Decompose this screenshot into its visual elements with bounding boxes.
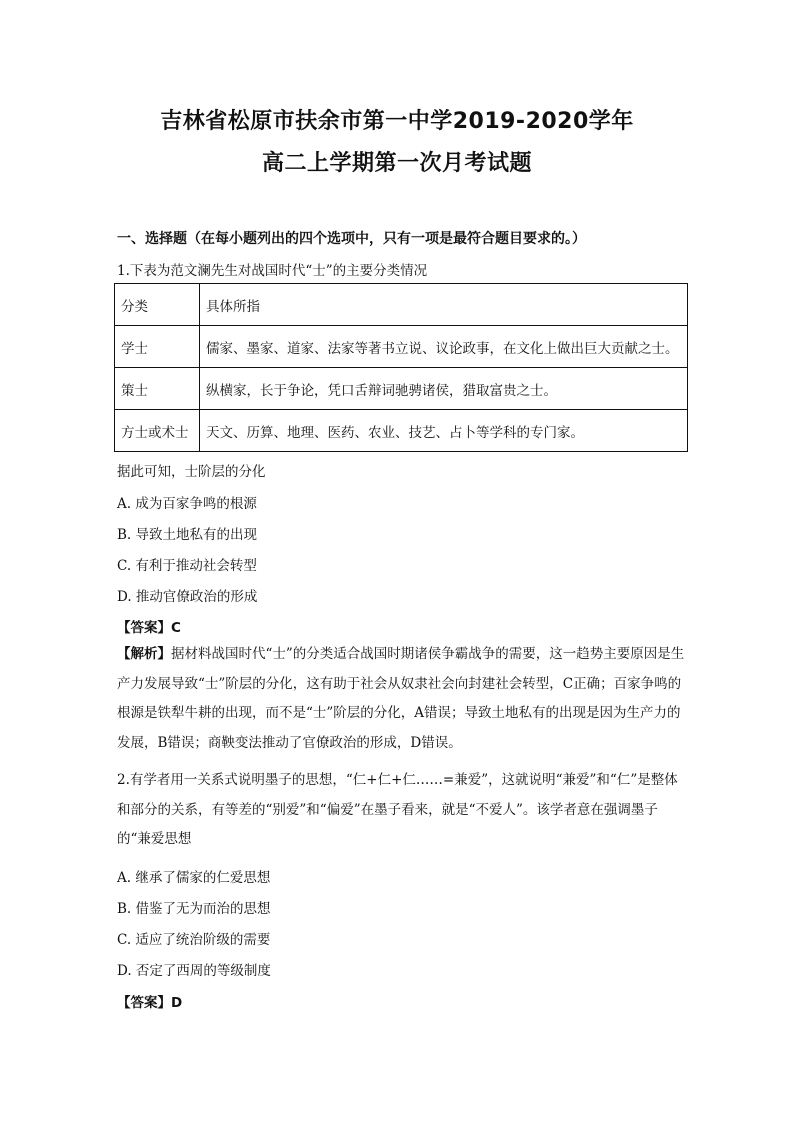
table-cell: 方士或术士 xyxy=(115,410,200,452)
question-1-option-a: A. 成为百家争鸣的根源 xyxy=(117,496,257,512)
table-cell: 天文、历算、地理、医药、农业、技艺、占卜等学科的专门家。 xyxy=(200,410,688,452)
question-1-option-b: B. 导致土地私有的出现 xyxy=(117,527,258,543)
table-row xyxy=(115,410,688,452)
table-cell: 儒家、墨家、道家、法家等著书立说、议论政事，在文化上做出巨大贡献之士。 xyxy=(200,326,688,368)
question-2-option-a: A. 继承了儒家的仁爱思想 xyxy=(117,870,271,886)
table-cell: 纵横家，长于争论，凭口舌辩词驰骋诸侯，猎取富贵之士。 xyxy=(200,368,688,410)
question-2-option-d: D. 否定了西周的等级制度 xyxy=(117,963,271,979)
question-1-option-c: C. 有利于推动社会转型 xyxy=(117,558,257,574)
question-1-option-d: D. 推动官僚政治的形成 xyxy=(117,589,258,605)
analysis-label: 【解析】 xyxy=(117,646,171,662)
table-cell: 具体所指 xyxy=(200,284,688,326)
question-1-stem: 1.下表为范文澜先生对战国时代“士”的主要分类情况 xyxy=(117,263,428,279)
question-2-stem: 2.有学者用一关系式说明墨子的思想，“仁+仁+仁……=兼爱”，这就说明“兼爱”和“仁”是整体和部分的关系，有等差的“别爱”和“偏爱”在墨子看来，就是“不爱人”。该学者意在强调墨子的“兼爱思想 xyxy=(117,772,678,847)
question-2-option-c: C. 适应了统治阶级的需要 xyxy=(117,932,271,948)
exam-title-line2: 高二上学期第一次月考试题 xyxy=(261,151,532,176)
question-1-prompt: 据此可知，士阶层的分化 xyxy=(117,464,266,480)
table-cell: 策士 xyxy=(115,368,200,410)
table-row xyxy=(115,368,688,410)
table-cell: 学士 xyxy=(115,326,200,368)
table-cell: 分类 xyxy=(115,284,200,326)
table-row xyxy=(115,284,688,326)
question-2-answer: 【答案】D xyxy=(117,995,183,1011)
classification-table xyxy=(114,283,688,452)
question-1-analysis xyxy=(117,640,689,758)
question-1-answer: 【答案】C xyxy=(117,620,181,636)
question-2-option-b: B. 借鉴了无为而治的思想 xyxy=(117,901,271,917)
exam-title-line1: 吉林省松原市扶余市第一中学2019-2020学年 xyxy=(160,109,634,134)
table-row xyxy=(115,326,688,368)
section-heading: 一、选择题（在每小题列出的四个选项中，只有一项是最符合题目要求的。） xyxy=(117,231,586,247)
analysis-text: 据材料战国时代“士”的分类适合战国时期诸侯争霸战争的需要，这一趋势主要原因是生产力发展导致“士”阶层的分化，这有助于社会从奴隶社会向封建社会转型，C正确；百家争鸣的根源是铁犁牛耕的出现，而不是“士”阶层的分化，A错误；导致土地私有的出现是因为生产力的发展，B错误；商鞅变法推动了官僚政治的形成，D错误。 xyxy=(117,646,685,751)
